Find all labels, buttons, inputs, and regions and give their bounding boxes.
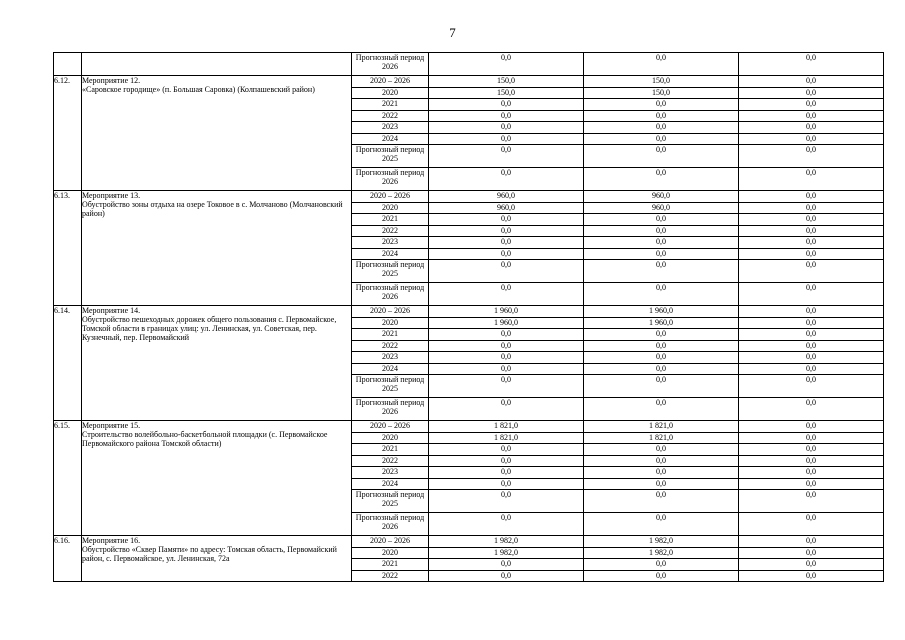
year-cell: 2020 – 2026 xyxy=(352,421,429,433)
other-value-cell: 0,0 xyxy=(739,432,884,444)
source-value-cell: 0,0 xyxy=(584,340,739,352)
source-value-cell: 0,0 xyxy=(584,248,739,260)
year-cell: 2021 xyxy=(352,99,429,111)
source-value-cell: 0,0 xyxy=(584,133,739,145)
other-value-cell: 0,0 xyxy=(739,455,884,467)
year-cell: 2021 xyxy=(352,214,429,226)
source-value-cell: 1 982,0 xyxy=(584,547,739,559)
year-cell: 2022 xyxy=(352,340,429,352)
item-description: Обустройство зоны отдыха на озере Токовое в с. Молчаново (Молчановский район) xyxy=(82,200,343,218)
other-value-cell: 0,0 xyxy=(739,536,884,548)
total-value-cell: 1 960,0 xyxy=(429,317,584,329)
total-value-cell: 0,0 xyxy=(429,225,584,237)
source-value-cell: 0,0 xyxy=(584,444,739,456)
source-value-cell: 1 982,0 xyxy=(584,536,739,548)
other-value-cell: 0,0 xyxy=(739,559,884,571)
other-value-cell: 0,0 xyxy=(739,467,884,479)
year-cell: 2022 xyxy=(352,455,429,467)
total-value-cell: 150,0 xyxy=(429,87,584,99)
table-row xyxy=(54,421,884,433)
source-value-cell: 0,0 xyxy=(584,145,739,168)
item-description: Обустройство пешеходных дорожек общего пользования с. Первомайское, Томской области в границах улиц: ул. Ленинская, ул. Советская, пер. Кузнечный, пер. Первомайский xyxy=(82,315,337,342)
other-value-cell: 0,0 xyxy=(739,398,884,421)
other-value-cell: 0,0 xyxy=(739,145,884,168)
source-value-cell: 0,0 xyxy=(584,122,739,134)
year-cell: 2021 xyxy=(352,329,429,341)
year-cell: Прогнозный период 2025 xyxy=(352,145,429,168)
total-value-cell: 0,0 xyxy=(429,375,584,398)
other-value-cell: 0,0 xyxy=(739,76,884,88)
total-value-cell: 0,0 xyxy=(429,110,584,122)
source-value-cell: 0,0 xyxy=(584,329,739,341)
item-number-cell: 6.16. xyxy=(54,536,82,582)
other-value-cell: 0,0 xyxy=(739,99,884,111)
other-value-cell: 0,0 xyxy=(739,87,884,99)
other-value-cell: 0,0 xyxy=(739,133,884,145)
other-value-cell: 0,0 xyxy=(739,478,884,490)
total-value-cell: 1 960,0 xyxy=(429,306,584,318)
year-cell: Прогнозный период 2026 xyxy=(352,283,429,306)
year-cell: 2023 xyxy=(352,237,429,249)
other-value-cell: 0,0 xyxy=(739,375,884,398)
table-row xyxy=(54,53,884,76)
other-value-cell: 0,0 xyxy=(739,53,884,76)
total-value-cell: 0,0 xyxy=(429,340,584,352)
total-value-cell: 0,0 xyxy=(429,283,584,306)
total-value-cell: 960,0 xyxy=(429,202,584,214)
source-value-cell: 0,0 xyxy=(584,455,739,467)
item-title: Мероприятие 14. xyxy=(82,306,141,315)
year-cell: Прогнозный период 2026 xyxy=(352,53,429,76)
table-row xyxy=(54,306,884,318)
source-value-cell: 0,0 xyxy=(584,398,739,421)
source-value-cell: 0,0 xyxy=(584,99,739,111)
number-cell xyxy=(54,53,82,76)
total-value-cell: 1 821,0 xyxy=(429,432,584,444)
year-cell: Прогнозный период 2025 xyxy=(352,490,429,513)
total-value-cell: 0,0 xyxy=(429,248,584,260)
other-value-cell: 0,0 xyxy=(739,570,884,582)
source-value-cell: 1 960,0 xyxy=(584,317,739,329)
total-value-cell: 0,0 xyxy=(429,145,584,168)
item-number-cell: 6.14. xyxy=(54,306,82,421)
source-value-cell: 0,0 xyxy=(584,559,739,571)
item-title: Мероприятие 15. xyxy=(82,421,141,430)
other-value-cell: 0,0 xyxy=(739,248,884,260)
other-value-cell: 0,0 xyxy=(739,260,884,283)
year-cell: 2020 xyxy=(352,202,429,214)
other-value-cell: 0,0 xyxy=(739,283,884,306)
total-value-cell: 0,0 xyxy=(429,237,584,249)
source-value-cell: 0,0 xyxy=(584,168,739,191)
total-value-cell: 0,0 xyxy=(429,490,584,513)
source-value-cell: 0,0 xyxy=(584,214,739,226)
total-value-cell: 0,0 xyxy=(429,168,584,191)
total-value-cell: 1 821,0 xyxy=(429,421,584,433)
year-cell: 2023 xyxy=(352,122,429,134)
source-value-cell: 0,0 xyxy=(584,478,739,490)
table-row xyxy=(54,191,884,203)
year-cell: Прогнозный период 2026 xyxy=(352,398,429,421)
source-value-cell: 0,0 xyxy=(584,467,739,479)
total-value-cell: 1 982,0 xyxy=(429,536,584,548)
source-value-cell: 0,0 xyxy=(584,260,739,283)
item-number-cell: 6.13. xyxy=(54,191,82,306)
source-value-cell: 0,0 xyxy=(584,363,739,375)
year-cell: 2020 xyxy=(352,317,429,329)
total-value-cell: 0,0 xyxy=(429,455,584,467)
total-value-cell: 0,0 xyxy=(429,99,584,111)
budget-table xyxy=(53,52,884,582)
item-description-cell xyxy=(82,191,352,306)
other-value-cell: 0,0 xyxy=(739,110,884,122)
year-cell: 2020 xyxy=(352,547,429,559)
year-cell: 2024 xyxy=(352,363,429,375)
year-cell: 2023 xyxy=(352,467,429,479)
total-value-cell: 0,0 xyxy=(429,352,584,364)
year-cell: 2021 xyxy=(352,559,429,571)
year-cell: Прогнозный период 2025 xyxy=(352,260,429,283)
source-value-cell: 1 960,0 xyxy=(584,306,739,318)
source-value-cell: 0,0 xyxy=(584,225,739,237)
item-title: Мероприятие 13. xyxy=(82,191,141,200)
total-value-cell: 0,0 xyxy=(429,53,584,76)
total-value-cell: 0,0 xyxy=(429,559,584,571)
year-cell: 2023 xyxy=(352,352,429,364)
budget-table-body xyxy=(54,53,884,582)
total-value-cell: 0,0 xyxy=(429,214,584,226)
other-value-cell: 0,0 xyxy=(739,363,884,375)
description-cell xyxy=(82,53,352,76)
item-description-cell xyxy=(82,536,352,582)
page-number: 7 xyxy=(449,25,456,40)
item-number-cell: 6.12. xyxy=(54,76,82,191)
total-value-cell: 0,0 xyxy=(429,478,584,490)
other-value-cell: 0,0 xyxy=(739,317,884,329)
other-value-cell: 0,0 xyxy=(739,168,884,191)
total-value-cell: 0,0 xyxy=(429,513,584,536)
year-cell: 2020 – 2026 xyxy=(352,76,429,88)
other-value-cell: 0,0 xyxy=(739,490,884,513)
other-value-cell: 0,0 xyxy=(739,237,884,249)
source-value-cell: 0,0 xyxy=(584,375,739,398)
source-value-cell: 1 821,0 xyxy=(584,421,739,433)
source-value-cell: 150,0 xyxy=(584,76,739,88)
source-value-cell: 0,0 xyxy=(584,570,739,582)
total-value-cell: 960,0 xyxy=(429,191,584,203)
other-value-cell: 0,0 xyxy=(739,513,884,536)
source-value-cell: 960,0 xyxy=(584,202,739,214)
item-description: Обустройство «Сквер Памяти» по адресу: Томская область, Первомайский район, с. Первомайское, ул. Ленинская, 72а xyxy=(82,545,337,563)
source-value-cell: 960,0 xyxy=(584,191,739,203)
year-cell: 2024 xyxy=(352,248,429,260)
item-description: «Саровское городище» (п. Большая Саровка) (Колпашевский район) xyxy=(82,85,315,94)
other-value-cell: 0,0 xyxy=(739,421,884,433)
source-value-cell: 0,0 xyxy=(584,53,739,76)
table-row xyxy=(54,76,884,88)
item-title: Мероприятие 12. xyxy=(82,76,141,85)
source-value-cell: 0,0 xyxy=(584,352,739,364)
year-cell: 2021 xyxy=(352,444,429,456)
total-value-cell: 1 982,0 xyxy=(429,547,584,559)
year-cell: 2020 – 2026 xyxy=(352,536,429,548)
item-title: Мероприятие 16. xyxy=(82,536,141,545)
other-value-cell: 0,0 xyxy=(739,352,884,364)
source-value-cell: 0,0 xyxy=(584,513,739,536)
total-value-cell: 0,0 xyxy=(429,122,584,134)
year-cell: 2020 xyxy=(352,432,429,444)
item-description: Строительство волейбольно-баскетбольной площадки (с. Первомайское Первомайского района Томской области) xyxy=(82,430,328,448)
total-value-cell: 0,0 xyxy=(429,444,584,456)
source-value-cell: 150,0 xyxy=(584,87,739,99)
total-value-cell: 0,0 xyxy=(429,260,584,283)
source-value-cell: 0,0 xyxy=(584,237,739,249)
year-cell: 2020 – 2026 xyxy=(352,306,429,318)
other-value-cell: 0,0 xyxy=(739,306,884,318)
total-value-cell: 0,0 xyxy=(429,329,584,341)
total-value-cell: 150,0 xyxy=(429,76,584,88)
source-value-cell: 0,0 xyxy=(584,110,739,122)
source-value-cell: 0,0 xyxy=(584,490,739,513)
year-cell: Прогнозный период 2026 xyxy=(352,513,429,536)
year-cell: 2022 xyxy=(352,570,429,582)
year-cell: Прогнозный период 2026 xyxy=(352,168,429,191)
item-description-cell xyxy=(82,421,352,536)
other-value-cell: 0,0 xyxy=(739,202,884,214)
year-cell: 2022 xyxy=(352,110,429,122)
other-value-cell: 0,0 xyxy=(739,191,884,203)
other-value-cell: 0,0 xyxy=(739,122,884,134)
year-cell: 2022 xyxy=(352,225,429,237)
total-value-cell: 0,0 xyxy=(429,133,584,145)
item-description-cell xyxy=(82,306,352,421)
table-row xyxy=(54,536,884,548)
total-value-cell: 0,0 xyxy=(429,570,584,582)
year-cell: 2024 xyxy=(352,133,429,145)
total-value-cell: 0,0 xyxy=(429,467,584,479)
other-value-cell: 0,0 xyxy=(739,340,884,352)
other-value-cell: 0,0 xyxy=(739,329,884,341)
other-value-cell: 0,0 xyxy=(739,444,884,456)
source-value-cell: 1 821,0 xyxy=(584,432,739,444)
year-cell: Прогнозный период 2025 xyxy=(352,375,429,398)
other-value-cell: 0,0 xyxy=(739,225,884,237)
year-cell: 2020 xyxy=(352,87,429,99)
source-value-cell: 0,0 xyxy=(584,283,739,306)
year-cell: 2024 xyxy=(352,478,429,490)
other-value-cell: 0,0 xyxy=(739,547,884,559)
total-value-cell: 0,0 xyxy=(429,363,584,375)
other-value-cell: 0,0 xyxy=(739,214,884,226)
total-value-cell: 0,0 xyxy=(429,398,584,421)
item-number-cell: 6.15. xyxy=(54,421,82,536)
item-description-cell xyxy=(82,76,352,191)
year-cell: 2020 – 2026 xyxy=(352,191,429,203)
